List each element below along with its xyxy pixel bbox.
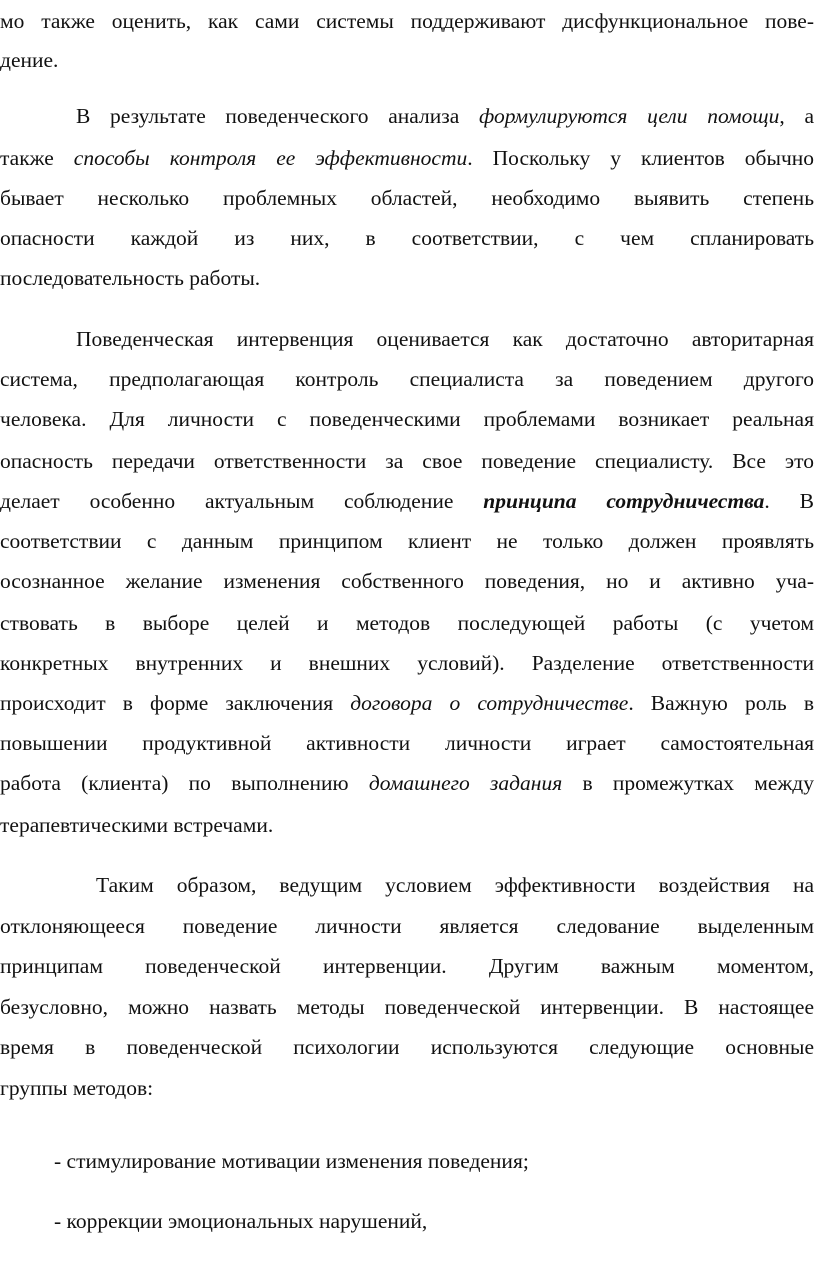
- text-line: бывает несколько проблемных областей, необходимо выявить степень: [0, 186, 814, 210]
- text-line: мо также оценить, как сами системы поддерживают дисфункциональное пове-: [0, 9, 814, 33]
- text-line: опасности каждой из них, в соответствии, с чем спланировать: [0, 226, 814, 250]
- text-line: ствовать в выборе целей и методов последующей работы (с учетом: [0, 611, 814, 635]
- text-line: принципам поведенческой интервенции. Другим важным моментом,: [0, 954, 814, 978]
- text-line: группы методов:: [0, 1076, 154, 1100]
- text-line: В результате поведенческого анализа формулируются цели помощи, а: [76, 104, 814, 128]
- text-line: терапевтическими встречами.: [0, 813, 274, 837]
- text-line: время в поведенческой психологии используются следующие основные: [0, 1035, 814, 1059]
- list-item: - коррекции эмоциональных нарушений,: [54, 1209, 428, 1233]
- italic-emphasis: способы контроля ее эффективности: [73, 146, 468, 170]
- text-line: безусловно, можно назвать методы поведенческой интервенции. В настоящее: [0, 995, 814, 1019]
- text-line: отклоняющееся поведение личности является следование выделенным: [0, 914, 814, 938]
- text-line: соответствии с данным принципом клиент не только должен проявлять: [0, 529, 814, 553]
- text-line: система, предполагающая контроль специалиста за поведением другого: [0, 367, 814, 391]
- text-line: дение.: [0, 48, 59, 72]
- list-item: - стимулирование мотивации изменения поведения;: [54, 1149, 529, 1173]
- text-line: опасность передачи ответственности за свое поведение специалисту. Все это: [0, 449, 814, 473]
- bold-italic-emphasis: принципа сотрудничества: [483, 489, 765, 513]
- text-line: работа (клиента) по выполнению домашнего задания в промежутках между: [0, 771, 814, 795]
- italic-emphasis: договора о сотрудничестве: [350, 691, 629, 715]
- text-line: человека. Для личности с поведенческими проблемами возникает реальная: [0, 407, 814, 431]
- text-line: делает особенно актуальным соблюдение принципа сотрудничества. В: [0, 489, 814, 513]
- text-line: осознанное желание изменения собственного поведения, но и активно уча-: [0, 569, 814, 593]
- italic-emphasis: формулируются цели помощи: [478, 104, 780, 128]
- text-line: Поведенческая интервенция оценивается как достаточно авторитарная: [76, 327, 814, 351]
- text-line: также способы контроля ее эффективности. Поскольку у клиентов обычно: [0, 146, 815, 170]
- italic-emphasis: домашнего задания: [368, 771, 563, 795]
- text-line: происходит в форме заключения договора о сотрудничестве. Важную роль в: [0, 691, 814, 715]
- text-line: Таким образом, ведущим условием эффективности воздействия на: [96, 873, 814, 897]
- text-line: конкретных внутренних и внешних условий). Разделение ответственности: [0, 651, 814, 675]
- text-line: повышении продуктивной активности личности играет самостоятельная: [0, 731, 814, 755]
- text-line: последовательность работы.: [0, 266, 261, 290]
